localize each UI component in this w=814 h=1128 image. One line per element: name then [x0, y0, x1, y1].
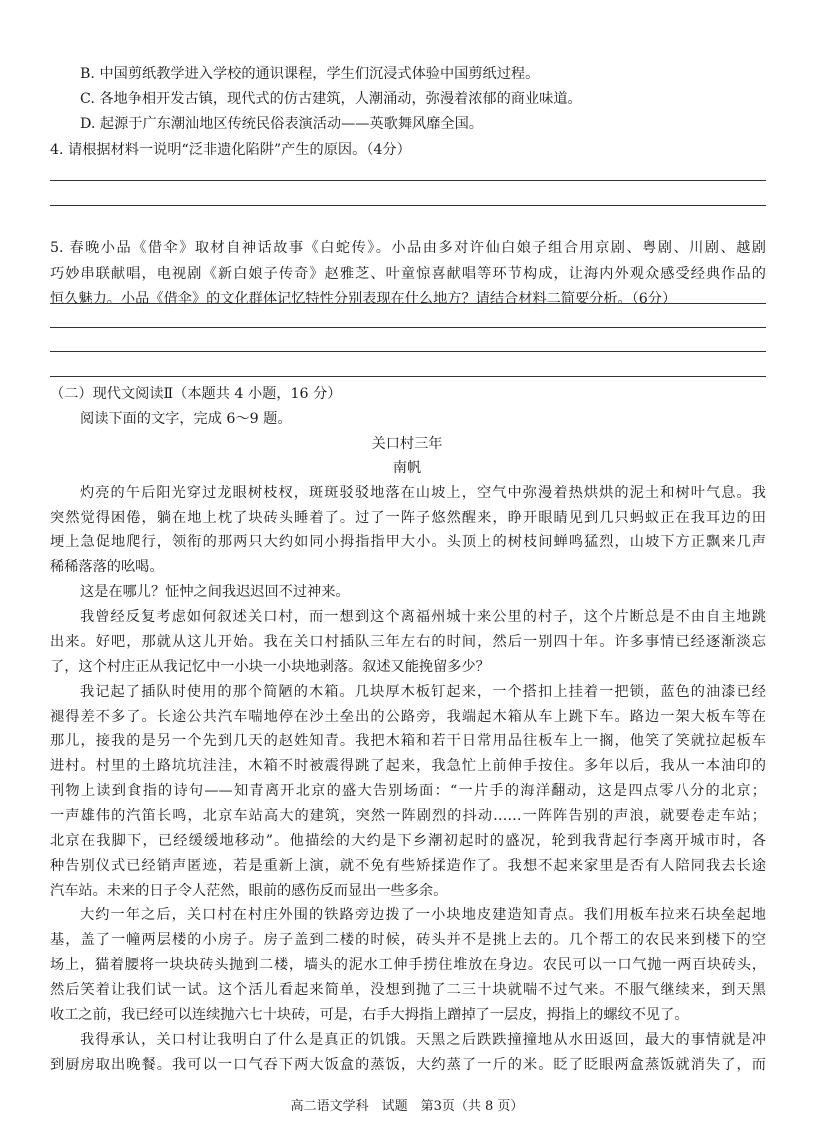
article-line: 刊物上读到食指的诗句——知青离开北京的盛大告别场面：“一片手的海洋翻动，这是四点零八分的北京； [50, 783, 766, 799]
answer-line [50, 205, 766, 206]
article-line: 到厨房取出晚餐。我可以一口气吞下两大饭盒的蒸饭，大约蒸了一斤的米。眨了眨眼两盒蒸饭就消失了，而 [50, 1057, 766, 1073]
article-line: 我曾经反复考虑如何叙述关口村，而一想到这个离福州城十来公里的村子，这个片断总是不由自主地跳 [80, 609, 766, 625]
article-line: 褪得差不多了。长途公共汽车喘地停在沙土垒出的公路旁，我端起木箱从车上跳下车。路边一架大板车等在 [50, 709, 766, 725]
article-line: 场上，猫着腰将一块块砖头抛到二楼，墙头的泥水工伸手捞住堆放在身边。农民可以一口气抛一两百块砖头， [50, 957, 766, 973]
article-line: 收工之前，我已经可以连续抛六七十块砖，可是，右手大拇指上蹭掉了一层皮，拇指上的螺纹不见了。 [50, 1007, 689, 1023]
answer-line [50, 303, 766, 304]
article-line: 基，盖了一幢两层楼的小房子。房子盖到二楼的时候，砖头并不是挑上去的。几个帮工的农民来到楼下的空 [50, 932, 766, 948]
article-line: 这是在哪儿？怔忡之间我迟迟回不过神来。 [80, 584, 350, 600]
answer-line [50, 327, 766, 328]
article-line: 汽车站。未来的日子令人茫然，眼前的感伤反而显出一些多余。 [50, 883, 448, 899]
section-heading: （二）现代文阅读Ⅱ（本题共 4 小题，16 分） [50, 386, 342, 402]
answer-line [50, 376, 766, 377]
question-5-line-1: 5. 春晚小品《借伞》取材自神话故事《白蛇传》。小品由多对许仙白娘子组合用京剧、粤剧、川剧、越剧 [50, 240, 766, 256]
article-line: 然后笑着让我们试一试。这个活儿看起来简单，没想到抛了二三十块就喘不过气来。不服气继续来，到天黑 [50, 982, 766, 998]
article-line: 出来。好吧，那就从这儿开始。我在关口村插队三年左右的时间，然后一别四十年。许多事情已经逐渐淡忘 [50, 634, 766, 650]
question-5-line-2: 巧妙串联献唱，电视剧《新白娘子传奇》赵雅芝、叶童惊喜献唱等环节构成，让海内外观众感受经典作品的 [50, 266, 766, 282]
question-4: 4. 请根据材料一说明“泛非遗化陷阱”产生的原因。（4分） [50, 142, 411, 158]
article-line: 我得承认，关口村让我明白了什么是真正的饥饿。天黑之后跌跌撞撞地从水田返回，最大的事情就是冲 [80, 1032, 766, 1048]
article-line: 北京在我脚下，已经缓缓地移动”。他描绘的大约是下乡潮初起时的盛况，轮到我背起行李离开城市时，各 [50, 833, 766, 849]
answer-line [50, 180, 766, 181]
article-title: 关口村三年 [371, 436, 443, 452]
page-footer: 高二语文学科 试题 第3页（共 8 页） [290, 1099, 524, 1114]
option-c: C. 各地争相开发古镇，现代式的仿古建筑，人潮涌动，弥漫着浓郁的商业味道。 [80, 91, 582, 107]
option-b: B. 中国剪纸教学进入学校的通识课程，学生们沉浸式体验中国剪纸过程。 [80, 66, 540, 82]
article-author: 南帆 [392, 460, 422, 476]
article-line: 进村。村里的土路坑坑洼洼，木箱不时被震得跳了起来，我急忙上前伸手按住。多年以后，我从一本油印的 [50, 758, 766, 774]
option-d: D. 起源于广东潮汕地区传统民俗表演活动——英歌舞风靡全国。 [80, 116, 483, 132]
article-line: 埂上急促地爬行，领衔的那两只大约如同小拇指指甲大小。头顶上的树枝间蝉鸣猛烈，山坡下方正飘来几声 [50, 534, 766, 550]
article-line: 那儿，接我的是另一个先到几天的赵姓知青。我把木箱和若干日常用品往板车上一搁，他笑了笑就拉起板车 [50, 733, 766, 749]
article-line: 灼亮的午后阳光穿过龙眼树枝杈，斑斑驳驳地落在山坡上，空气中弥漫着热烘烘的泥土和树叶气息。我 [80, 485, 766, 501]
article-line: 我记起了插队时使用的那个简陋的木箱。几块厚木板钉起来，一个搭扣上挂着一把锁，蓝色的油漆已经 [80, 684, 766, 700]
answer-line [50, 351, 766, 352]
section-instruction: 阅读下面的文字，完成 6～9 题。 [80, 411, 292, 427]
article-line: 稀稀落落的吆喝。 [50, 559, 164, 575]
article-line: 种告别仪式已经销声匿迹，若是重新上演，就不免有些矫揉造作了。我想不起来家里是否有人陪同我去长途 [50, 858, 766, 874]
article-line: 一声雄伟的汽笛长鸣，北京车站高大的建筑，突然一阵剧烈的抖动……一阵阵告别的声浪，就要卷走车站； [50, 808, 766, 824]
article-line: 突然觉得困倦，躺在地上枕了块砖头睡着了。过了一阵子悠然醒来，睁开眼睛见到几只蚂蚁正在我耳边的田 [50, 510, 766, 526]
question-5-line-3: 恒久魅力。小品《借伞》的文化群体记忆特性分别表现在什么地方？请结合材料二简要分析。（6分） [50, 291, 677, 307]
article-line: 大约一年之后，关口村在村庄外围的铁路旁边拨了一小块地皮建造知青点。我们用板车拉来石块垒起地 [80, 907, 766, 923]
article-line: 了，这个村庄正从我记忆中一小块一小块地剥落。叙述又能挽留多少？ [50, 659, 490, 675]
